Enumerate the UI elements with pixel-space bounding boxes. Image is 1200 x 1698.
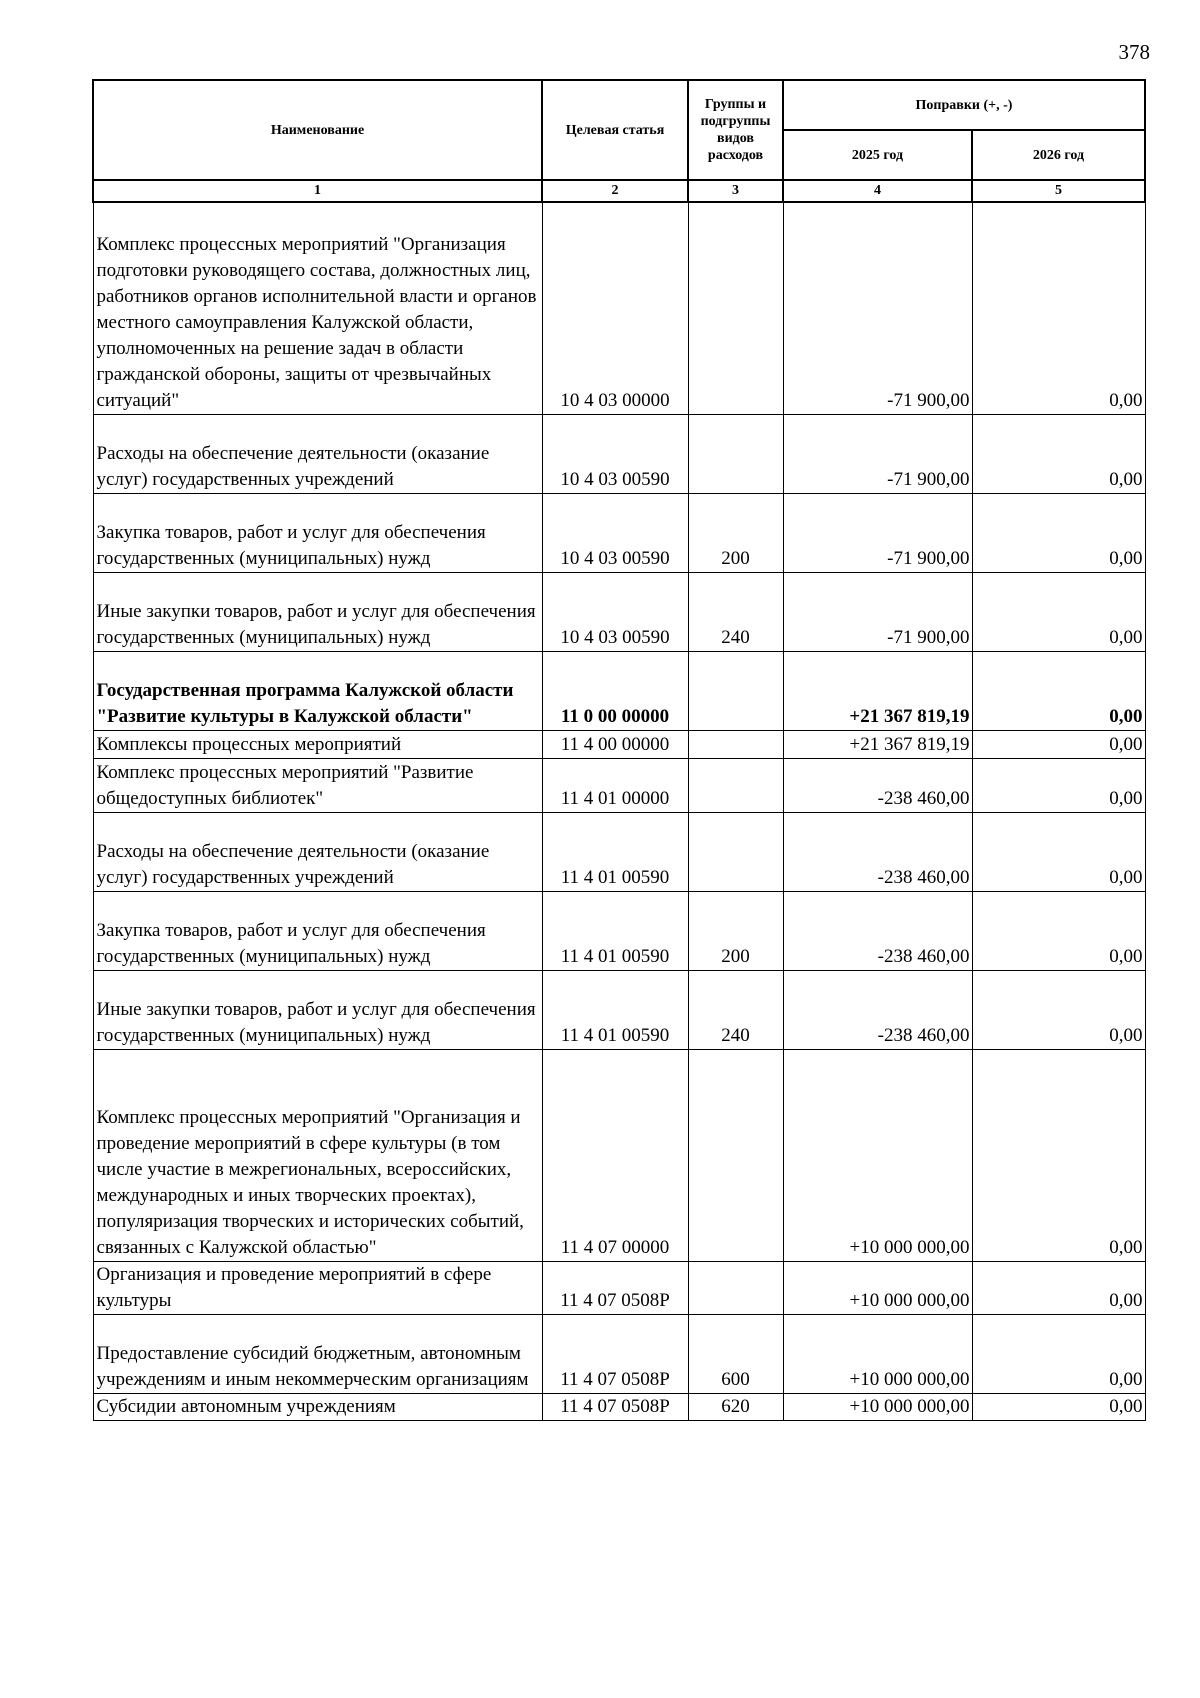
- row-amount-2026: 0,00: [972, 1314, 1145, 1393]
- row-amount-2025: +10 000 000,00: [783, 1261, 972, 1314]
- table-row: [93, 1261, 1145, 1314]
- row-target-code: 11 4 01 00590: [542, 891, 688, 970]
- column-number: 3: [688, 180, 783, 202]
- row-group: [688, 651, 783, 730]
- table-row: [93, 758, 1145, 812]
- row-target-code: 11 4 07 0508P: [542, 1314, 688, 1393]
- row-target-code: 11 4 01 00590: [542, 970, 688, 1049]
- row-group: [688, 1261, 783, 1314]
- row-amount-2025: -71 900,00: [783, 202, 972, 414]
- row-group: [688, 812, 783, 891]
- row-name: Иные закупки товаров, работ и услуг для обеспечения государственных (муниципальных) нужд: [93, 970, 542, 1049]
- row-name: Субсидии автономным учреждениям: [93, 1393, 542, 1420]
- row-target-code: 10 4 03 00590: [542, 414, 688, 493]
- table-row: [93, 1393, 1145, 1420]
- table-row: [93, 202, 1145, 414]
- row-amount-2026: 0,00: [972, 414, 1145, 493]
- row-amount-2025: -71 900,00: [783, 493, 972, 572]
- row-group: 620: [688, 1393, 783, 1420]
- row-name: Комплексы процессных мероприятий: [93, 730, 542, 758]
- row-amount-2026: 0,00: [972, 730, 1145, 758]
- table-row: [93, 414, 1145, 493]
- row-target-code: 10 4 03 00590: [542, 493, 688, 572]
- table-row: [93, 493, 1145, 572]
- row-amount-2025: -71 900,00: [783, 572, 972, 651]
- table-row: [93, 730, 1145, 758]
- row-amount-2026: 0,00: [972, 891, 1145, 970]
- column-number: 4: [783, 180, 972, 202]
- header-name: Наименование: [93, 80, 542, 180]
- row-amount-2025: -238 460,00: [783, 891, 972, 970]
- row-amount-2025: +10 000 000,00: [783, 1393, 972, 1420]
- row-name: Комплекс процессных мероприятий "Организация подготовки руководящего состава, должностных лиц, работников органов исполнительной власти и органов местного самоуправления Калужской области, уполномоченных на решение задач в области гражданской обороны, защиты от чрезвычайных ситуаций": [93, 202, 542, 414]
- row-target-code: 11 4 00 00000: [542, 730, 688, 758]
- row-amount-2025: +21 367 819,19: [783, 730, 972, 758]
- row-name: Закупка товаров, работ и услуг для обеспечения государственных (муниципальных) нужд: [93, 493, 542, 572]
- row-group: 200: [688, 493, 783, 572]
- header-target: Целевая статья: [542, 80, 688, 180]
- row-name: Иные закупки товаров, работ и услуг для обеспечения государственных (муниципальных) нужд: [93, 572, 542, 651]
- row-target-code: 11 4 07 0508P: [542, 1261, 688, 1314]
- table-row: [93, 970, 1145, 1049]
- table-row: [93, 651, 1145, 730]
- row-group: [688, 758, 783, 812]
- row-group: [688, 414, 783, 493]
- column-number: 1: [93, 180, 542, 202]
- row-group: 600: [688, 1314, 783, 1393]
- row-amount-2026: 0,00: [972, 758, 1145, 812]
- row-amount-2026: 0,00: [972, 493, 1145, 572]
- table-row: [93, 891, 1145, 970]
- row-target-code: 10 4 03 00000: [542, 202, 688, 414]
- row-amount-2026: 0,00: [972, 202, 1145, 414]
- row-target-code: 11 4 01 00000: [542, 758, 688, 812]
- row-amount-2025: -238 460,00: [783, 758, 972, 812]
- row-group: 200: [688, 891, 783, 970]
- row-name: Организация и проведение мероприятий в сфере культуры: [93, 1261, 542, 1314]
- table-row: [93, 572, 1145, 651]
- row-name: Расходы на обеспечение деятельности (оказание услуг) государственных учреждений: [93, 812, 542, 891]
- row-group: 240: [688, 970, 783, 1049]
- header-amendments: Поправки (+, -): [783, 80, 1145, 130]
- header-year-2025: 2025 год: [783, 130, 972, 180]
- row-amount-2026: 0,00: [972, 1393, 1145, 1420]
- table-row: [93, 1049, 1145, 1261]
- row-group: [688, 730, 783, 758]
- row-amount-2025: -238 460,00: [783, 812, 972, 891]
- row-amount-2025: -238 460,00: [783, 970, 972, 1049]
- row-target-code: 11 0 00 00000: [542, 651, 688, 730]
- row-amount-2025: -71 900,00: [783, 414, 972, 493]
- row-group: [688, 1049, 783, 1261]
- row-amount-2026: 0,00: [972, 1261, 1145, 1314]
- header-year-2026: 2026 год: [972, 130, 1145, 180]
- page-number: 378: [1118, 40, 1150, 64]
- row-name: Закупка товаров, работ и услуг для обеспечения государственных (муниципальных) нужд: [93, 891, 542, 970]
- row-name: Комплекс процессных мероприятий "Организация и проведение мероприятий в сфере культуры (в том числе участие в межрегиональных, всероссийских, международных и иных творческих проектах), популяризация творческих и исторических событий, связанных с Калужской областью": [93, 1049, 542, 1261]
- budget-amendments-table: [92, 79, 1146, 1421]
- row-amount-2025: +10 000 000,00: [783, 1049, 972, 1261]
- table-row: [93, 1314, 1145, 1393]
- table-row: [93, 812, 1145, 891]
- row-target-code: 11 4 01 00590: [542, 812, 688, 891]
- row-name: Комплекс процессных мероприятий "Развитие общедоступных библиотек": [93, 758, 542, 812]
- row-amount-2026: 0,00: [972, 1049, 1145, 1261]
- row-amount-2025: +21 367 819,19: [783, 651, 972, 730]
- column-number: 5: [972, 180, 1145, 202]
- row-target-code: 11 4 07 00000: [542, 1049, 688, 1261]
- row-target-code: 11 4 07 0508P: [542, 1393, 688, 1420]
- row-name: Расходы на обеспечение деятельности (оказание услуг) государственных учреждений: [93, 414, 542, 493]
- row-amount-2026: 0,00: [972, 812, 1145, 891]
- header-groups: Группы и подгруппы видов расходов: [688, 80, 783, 180]
- row-name: Государственная программа Калужской области "Развитие культуры в Калужской области": [93, 651, 542, 730]
- row-group: 240: [688, 572, 783, 651]
- row-amount-2026: 0,00: [972, 651, 1145, 730]
- row-amount-2025: +10 000 000,00: [783, 1314, 972, 1393]
- row-group: [688, 202, 783, 414]
- row-amount-2026: 0,00: [972, 572, 1145, 651]
- row-amount-2026: 0,00: [972, 970, 1145, 1049]
- column-number: 2: [542, 180, 688, 202]
- row-target-code: 10 4 03 00590: [542, 572, 688, 651]
- row-name: Предоставление субсидий бюджетным, автономным учреждениям и иным некоммерческим организациям: [93, 1314, 542, 1393]
